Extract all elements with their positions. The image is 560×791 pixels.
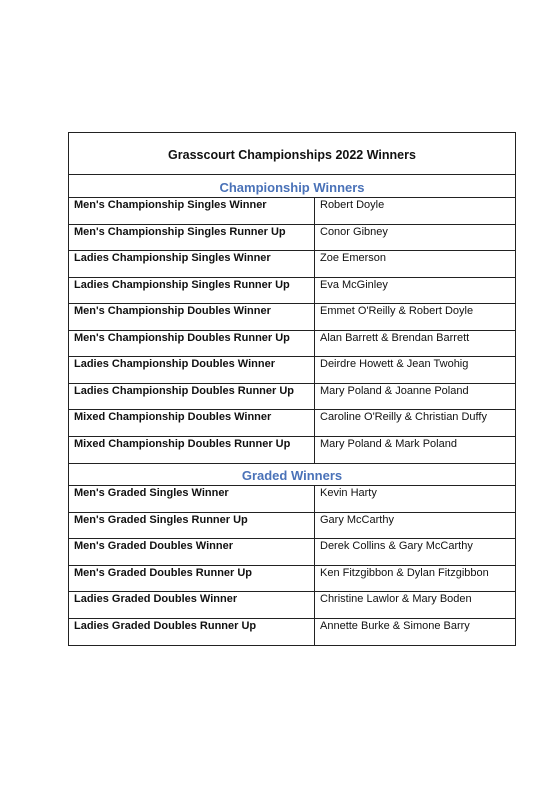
table-row <box>69 331 515 358</box>
table-row <box>69 384 515 411</box>
event-cell: Men's Graded Singles Runner Up <box>69 513 315 539</box>
table-row <box>69 539 515 566</box>
event-cell: Men's Championship Doubles Runner Up <box>69 331 315 357</box>
event-cell: Ladies Graded Doubles Runner Up <box>69 619 315 646</box>
section-heading-graded: Graded Winners <box>69 463 515 486</box>
event-cell: Ladies Graded Doubles Winner <box>69 592 315 618</box>
event-cell: Men's Championship Singles Winner <box>69 198 315 224</box>
event-cell: Men's Championship Singles Runner Up <box>69 225 315 251</box>
table-row <box>69 486 515 513</box>
winner-cell: Mary Poland & Joanne Poland <box>320 384 469 397</box>
table-row <box>69 304 515 331</box>
winner-cell: Gary McCarthy <box>320 513 394 526</box>
table-row <box>69 437 515 464</box>
table-row <box>69 278 515 305</box>
table-row <box>69 592 515 619</box>
section-heading-championship: Championship Winners <box>69 175 515 198</box>
table-row <box>69 225 515 252</box>
winner-cell: Robert Doyle <box>320 199 385 211</box>
winner-cell: Eva McGinley <box>320 278 388 291</box>
winner-cell: Alan Barrett & Brendan Barrett <box>320 331 470 344</box>
event-cell: Men's Graded Doubles Runner Up <box>69 566 315 592</box>
event-cell: Ladies Championship Doubles Runner Up <box>69 384 315 410</box>
event-cell: Mixed Championship Doubles Runner Up <box>69 437 315 464</box>
event-cell: Men's Graded Singles Winner <box>69 486 315 512</box>
winner-cell: Annette Burke & Simone Barry <box>320 619 470 632</box>
winner-cell: Zoe Emerson <box>320 252 387 264</box>
event-cell: Mixed Championship Doubles Winner <box>69 410 315 436</box>
winner-cell: Ken Fitzgibbon & Dylan Fitzgibbon <box>320 566 489 579</box>
table-row <box>69 566 515 593</box>
winner-cell: Kevin Harty <box>320 487 377 499</box>
championship-rows <box>69 198 515 463</box>
event-cell: Men's Championship Doubles Winner <box>69 304 315 330</box>
event-cell: Ladies Championship Singles Winner <box>69 251 315 277</box>
winner-cell: Emmet O'Reilly & Robert Doyle <box>320 305 474 317</box>
table-row <box>69 619 515 646</box>
table-row <box>69 198 515 225</box>
winner-cell: Derek Collins & Gary McCarthy <box>320 540 473 552</box>
event-cell: Men's Graded Doubles Winner <box>69 539 315 565</box>
winner-cell: Deirdre Howett & Jean Twohig <box>320 358 469 370</box>
table-row <box>69 410 515 437</box>
table-row <box>69 251 515 278</box>
graded-rows <box>69 486 515 645</box>
winner-cell: Christine Lawlor & Mary Boden <box>320 593 472 605</box>
winner-cell: Conor Gibney <box>320 225 388 238</box>
event-cell: Ladies Championship Doubles Winner <box>69 357 315 383</box>
event-cell: Ladies Championship Singles Runner Up <box>69 278 315 304</box>
winner-cell: Mary Poland & Mark Poland <box>320 437 457 450</box>
table-row <box>69 357 515 384</box>
document-title: Grasscourt Championships 2022 Winners <box>69 133 515 175</box>
table-row <box>69 513 515 540</box>
winner-cell: Caroline O'Reilly & Christian Duffy <box>320 411 487 423</box>
winners-table <box>68 132 516 646</box>
